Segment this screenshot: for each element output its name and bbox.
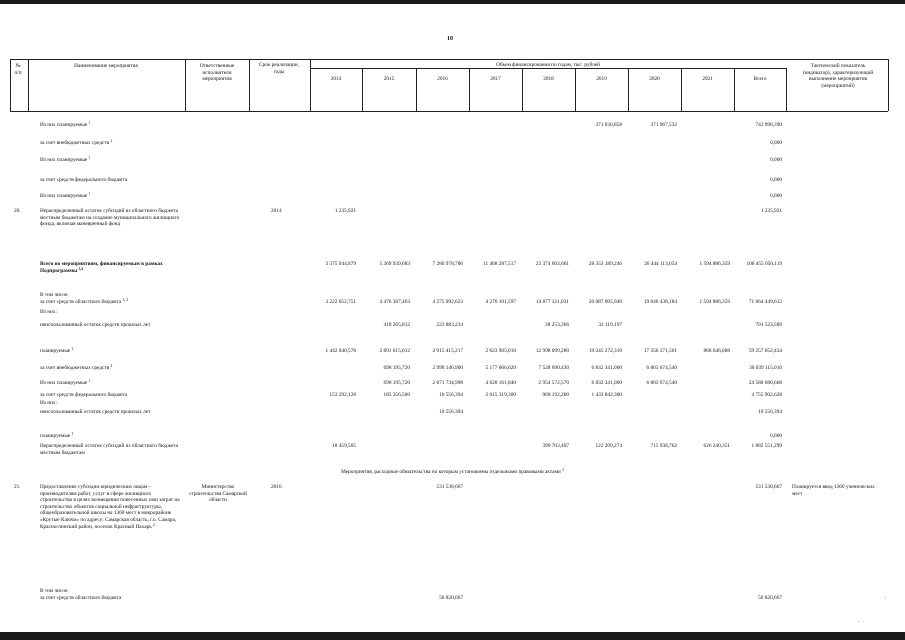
grid-line — [362, 68, 363, 111]
row-label — [40, 588, 180, 595]
row-label-text: Из них: — [40, 309, 58, 315]
row-label-text: за счет средств областного бюджета — [40, 299, 122, 305]
value-2020: 17 356 371,501 — [643, 348, 677, 354]
row-label — [40, 193, 180, 200]
value-total: 531 538,667 — [755, 484, 782, 490]
row-label-text: Всего по мероприятиям, финансируемым в рамках Подпрограммы — [40, 261, 163, 274]
grid-line — [10, 111, 888, 112]
value-2019: 20 087 005,946 — [588, 299, 622, 305]
value-2015: 185 356,500 — [383, 392, 410, 398]
row-label-text: неиспользованный остаток средств прошлых лет — [40, 322, 151, 328]
header-name: Наименование мероприятия — [74, 63, 138, 69]
value-2016: 10 556,394 — [439, 409, 463, 415]
value-2016: 50 820,667 — [439, 595, 463, 601]
value-2019: 1 433 842,300 — [591, 392, 622, 398]
value-2021: 626 240,351 — [703, 443, 730, 449]
grid-line — [522, 68, 523, 111]
footnote-mark: 3,4 — [78, 266, 84, 271]
footnote-mark: 1 — [88, 156, 91, 160]
header-term: Срок реализации, годы — [259, 62, 299, 75]
row-label-text: неиспользованный остаток средств прошлых лет — [40, 409, 151, 415]
value-total: 1 235,921 — [760, 208, 782, 214]
row-executor: Министерство строительства Самарской области — [189, 484, 247, 504]
value-2017: 2 015 319,300 — [485, 392, 516, 398]
section-title: Мероприятия, расходные обязательства по которым установлены отдельными правовыми актами $^2$ — [341, 468, 564, 475]
value-2017: 11 468 287,517 — [483, 261, 516, 267]
row-label — [40, 140, 180, 147]
grid-line — [628, 68, 629, 111]
value-2019: 6 832 341,000 — [591, 380, 622, 386]
value-total: 4 755 902,628 — [751, 392, 782, 398]
row-term: 2016 — [271, 484, 282, 490]
value-2019: 6 832 341,000 — [591, 365, 622, 371]
value-2017: 4 620 161,840 — [485, 380, 516, 386]
row-label — [40, 443, 180, 456]
row-label-text: Нераспределенный остаток субсидий из областного бюджета местным бюджетам на создание муниципального жилищного фонда, включая маневренный фонд — [40, 208, 180, 228]
value-2015: 698 195,720 — [383, 365, 410, 371]
value-total: 59 257 652,434 — [748, 348, 782, 354]
value-2015: 4 476 387,463 — [379, 299, 410, 305]
row-label-text: за счет средств федерального бюджета — [40, 392, 128, 398]
value-total: 0,000 — [770, 177, 782, 183]
value-2018: 2 954 572,570 — [538, 380, 569, 386]
value-2016: 531 538,667 — [436, 484, 463, 490]
row-term: 2014 — [271, 208, 282, 214]
value-2020: 6 803 674,540 — [646, 380, 677, 386]
row-label-text: Из них планируемые — [40, 193, 88, 199]
value-2018: 28 253,366 — [545, 322, 569, 328]
value-2014: 1 235,921 — [334, 208, 356, 214]
row-number: 20. — [14, 208, 21, 214]
value-2014: 153 292,128 — [329, 392, 356, 398]
value-2019: 28 353 189,246 — [588, 261, 622, 267]
value-total: 1 882 551,299 — [751, 443, 782, 449]
value-2019: 32 119,197 — [598, 322, 622, 328]
row-label — [40, 292, 180, 299]
row-label-text: за счет средств областного бюджета — [40, 595, 122, 601]
row-label — [40, 348, 180, 355]
value-2016: 2 671 734,998 — [432, 380, 463, 386]
row-label-text: Из них планируемые — [40, 157, 88, 163]
value-total: 24 580 680,668 — [748, 380, 782, 386]
value-2020: 371 967,532 — [650, 122, 677, 128]
value-2020: 19 640 438,184 — [643, 299, 677, 305]
row-label-text: В том числе: — [40, 588, 69, 594]
value-total: 10 556,394 — [758, 409, 782, 415]
row-label — [40, 122, 180, 129]
header-num: № п/п — [14, 63, 22, 76]
row-label — [40, 299, 180, 306]
row-label — [40, 595, 180, 602]
row-label-text: Нераспределенный остаток субсидий из областного бюджета местным бюджетам — [40, 443, 179, 456]
value-2014: 3 222 652,751 — [325, 299, 356, 305]
value-2014: 1 442 040,578 — [325, 348, 356, 354]
value-2020: 6 803 674,540 — [646, 365, 677, 371]
row-label — [40, 400, 180, 407]
value-total: 0,000 — [770, 140, 782, 146]
value-2017: 5 177 066,620 — [485, 365, 516, 371]
row-label — [40, 309, 180, 316]
header-indicator: Тактический показатель (индикатор), характеризующий выполнение мероприятия (мероприятий) — [802, 63, 874, 89]
row-label — [40, 322, 180, 329]
row-label — [40, 208, 180, 228]
value-total: 701 523,589 — [755, 322, 782, 328]
grid-line — [10, 59, 888, 60]
row-label — [40, 261, 180, 274]
header-year-2014: 2014 — [330, 76, 342, 82]
header-year-2020: 2020 — [649, 76, 660, 82]
row-label-text: В том числе: — [40, 292, 69, 298]
value-total: 0,000 — [770, 433, 782, 439]
row-label — [40, 365, 180, 372]
header-year-2015: 2015 — [383, 76, 395, 82]
value-2016: 2 915 415,217 — [432, 348, 463, 354]
scan-mark: - — [858, 620, 860, 625]
row-label — [40, 177, 180, 184]
value-total: 0,000 — [770, 157, 782, 163]
footnote-mark: 2 — [110, 364, 113, 368]
value-total: 742 998,390 — [755, 122, 782, 128]
value-2015: 698 195,720 — [383, 380, 410, 386]
value-2015: 418 265,812 — [383, 322, 410, 328]
row-label-text: планируемые — [40, 433, 71, 439]
value-total: 106 455 050,119 — [746, 261, 782, 267]
page-number: 10 — [447, 36, 453, 42]
footnote-mark: 1 — [71, 347, 74, 351]
top-frame-bar — [0, 0, 905, 4]
value-2020: 715 938,762 — [650, 443, 677, 449]
footnote-mark: 3, 4 — [122, 298, 128, 302]
header-year-всего: Всего — [753, 76, 767, 82]
value-2019: 122 209,274 — [595, 443, 622, 449]
value-2019: 19 245 272,310 — [588, 348, 622, 354]
grid-line — [734, 68, 735, 111]
header-year-2018: 2018 — [543, 76, 554, 82]
value-2018: 7 528 690,430 — [538, 365, 569, 371]
row-label — [40, 433, 180, 440]
value-2019: 371 030,858 — [595, 122, 622, 128]
header-year-2019: 2019 — [596, 76, 607, 82]
header-year-2017: 2017 — [490, 76, 501, 82]
grid-line — [575, 68, 576, 111]
footnote-mark: 1 — [88, 379, 91, 383]
row-label-text: Из них планируемые — [40, 122, 88, 128]
header-year-2016: 2016 — [437, 76, 448, 82]
value-2018: 14 877 121,031 — [535, 299, 569, 305]
grid-line — [681, 68, 682, 111]
value-2016: 7 280 978,786 — [432, 261, 463, 267]
row-label — [40, 409, 180, 416]
grid-line — [469, 68, 470, 111]
value-2016: 2 999 146,900 — [432, 365, 463, 371]
header-funding: Объем финансирования по годам, тыс. рублей — [496, 62, 600, 68]
value-2018: 12 998 099,280 — [535, 348, 569, 354]
row-label-text: за счет внебюджетных средств — [40, 365, 110, 371]
value-2021: 1 594 886,359 — [699, 299, 730, 305]
footnote-mark: 1 — [88, 121, 91, 125]
grid-line — [416, 68, 417, 111]
row-label — [40, 380, 180, 387]
value-2018: 23 374 003,661 — [535, 261, 569, 267]
value-2021: 868 646,008 — [703, 348, 730, 354]
footnote-mark: 1 — [71, 432, 74, 436]
value-2015: 2 891 615,612 — [379, 348, 410, 354]
value-2016: 222 883,234 — [436, 322, 463, 328]
row-indicator: Планируется ввод 1360 ученических мест — [792, 484, 875, 497]
header-executor: Ответственные исполнители мероприятия — [199, 63, 235, 83]
value-total: 30 039 115,010 — [749, 365, 782, 371]
row-label-text: Предоставление субсидии юридическим лицам – производителям работ, услуг в сфере жилищного строительства в целях возмещения понесенных ими затрат на строительство объектов социальной инфраструктуры, общеобразовательной школы на 1360 мест в микрорайоне «Крутые Ключи» по адресу: Самарская область, г.о. Самара, Красноглинский район, поселок Красный Пахарь — [40, 484, 180, 530]
row-label-text: за счет средств федерального бюджета — [40, 177, 128, 183]
value-total: 0,000 — [770, 193, 782, 199]
value-total: 71 664 449,612 — [748, 299, 782, 305]
footnote-mark: 2 — [152, 522, 155, 527]
scan-mark: , — [885, 595, 887, 600]
row-label-text: за счет внебюджетных средств — [40, 140, 110, 146]
bottom-frame-bar — [0, 632, 905, 640]
value-total: 50 820,667 — [758, 595, 782, 601]
value-2018: 399 703,407 — [542, 443, 569, 449]
row-label-text: Из них: — [40, 400, 58, 406]
footnote-mark: 2 — [110, 139, 113, 143]
row-label — [40, 392, 180, 399]
value-2018: 968 192,200 — [542, 392, 569, 398]
value-2014: 18 459,505 — [332, 443, 356, 449]
value-2021: 1 594 886,359 — [699, 261, 730, 267]
value-2014: 3 375 944,879 — [325, 261, 356, 267]
value-2020: 26 444 113,054 — [644, 261, 677, 267]
row-label — [40, 484, 180, 530]
row-number: 21. — [14, 484, 21, 490]
row-label-text: планируемые — [40, 348, 71, 354]
row-label — [40, 157, 180, 164]
value-2017: 2 623 905,010 — [485, 348, 516, 354]
footnote-mark: 1 — [88, 192, 91, 196]
row-label-text: Из них планируемые — [40, 380, 88, 386]
value-2016: 4 275 092,623 — [432, 299, 463, 305]
value-2015: 5 369 939,683 — [379, 261, 410, 267]
value-2017: 4 276 101,597 — [485, 299, 516, 305]
header-year-2021: 2021 — [702, 76, 713, 82]
value-2016: 10 556,394 — [439, 392, 463, 398]
